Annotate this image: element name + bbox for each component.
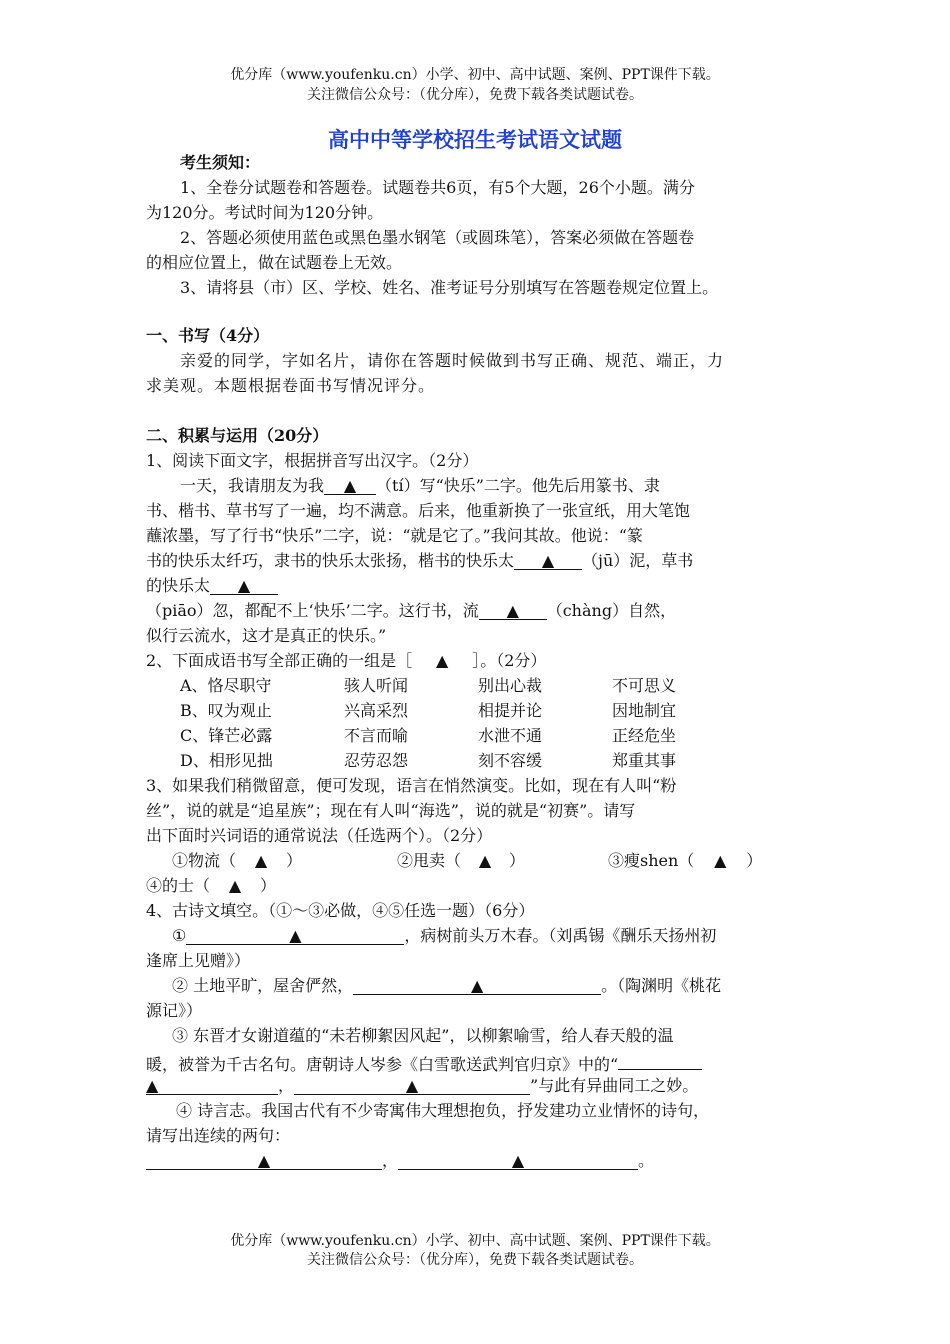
text: 。: [638, 1151, 655, 1170]
text: 的快乐太: [146, 576, 211, 595]
text: ②甩卖（: [397, 851, 462, 870]
answer-blank[interactable]: ▲: [353, 975, 601, 995]
question-line: [146, 575, 278, 597]
question-line: [397, 850, 525, 872]
text: 暖，被誉为千古名句。唐朝诗人岑参《白雪歌送武判官归京》中的“: [146, 1055, 619, 1074]
question-stem: 1、阅读下面文字，根据拼音写出汉字。（2分）: [146, 451, 479, 470]
option-c-2: 不言而喻: [344, 726, 409, 745]
option-b-4: 因地制宜: [612, 701, 677, 720]
notice-paragraph: 1、全卷分试题卷和答题卷。试题卷共6页，有5个大题，26个小题。满分: [180, 178, 695, 197]
text: 书的快乐太纤巧，隶书的快乐太张扬，楷书的快乐太: [146, 551, 515, 570]
text: ，: [278, 1076, 295, 1095]
question-line: 书、楷书、草书写了一遍，均不满意。后来，他重新换了一张宣纸，用大笔饱: [146, 501, 691, 520]
question-line: [146, 1075, 698, 1097]
header-line-2: 关注微信公众号：（优分库），免费下载各类试题试卷。: [307, 87, 643, 103]
page-title: 高中中等学校招生考试语文试题: [328, 127, 622, 152]
section-heading: 二、积累与运用（20分）: [146, 426, 329, 445]
answer-blank[interactable]: ▲: [324, 475, 376, 495]
text: 。（陶渊明《桃花: [601, 976, 722, 995]
notice-heading: 考生须知：: [180, 153, 261, 172]
answer-blank[interactable]: ▲: [436, 651, 449, 670]
text: ）: [509, 851, 526, 870]
notice-paragraph: 为120分。考试时间为120分钟。: [146, 203, 384, 222]
question-stem: [146, 650, 546, 672]
option-row: [180, 700, 676, 722]
answer-blank[interactable]: ▲: [479, 600, 547, 620]
question-line: [146, 550, 693, 572]
text: （jū）泥，草书: [582, 551, 694, 570]
option-row: [180, 750, 676, 772]
question-line: 源记》）: [146, 1001, 203, 1020]
answer-blank[interactable]: ▲: [146, 1150, 382, 1170]
footer-line-1: 优分库（www.youfenku.cn）小学、初中、高中试题、案例、PPT课件下载。: [230, 1233, 720, 1249]
option-a-1: A、恪尽职守: [180, 676, 272, 695]
answer-blank[interactable]: ▲: [254, 851, 268, 870]
text: （piāo）忽，都配不上‘快乐’二字。这行书，流: [146, 601, 479, 620]
section-text: 亲爱的同学，字如名片，请你在答题时候做到书写正确、规范、端正，力: [180, 351, 725, 370]
option-d-2: 忍劳忍怨: [344, 751, 409, 770]
text: ③瘦shen（: [608, 851, 695, 870]
text: ”与此有异曲同工之妙。: [530, 1076, 699, 1095]
question-line: 3、如果我们稍微留意，便可发现，语言在悄然演变。比如，现在有人叫“粉: [146, 776, 677, 795]
answer-blank[interactable]: ▲: [714, 851, 727, 870]
question-line: 逢席上见赠》）: [146, 951, 251, 970]
text: ①物流（: [172, 851, 237, 870]
answer-blank[interactable]: [618, 1050, 702, 1070]
question-line: 蘸浓墨，写了行书“快乐”二字，说：“就是它了。”我问其故。他说：“篆: [146, 526, 643, 545]
text: ①: [172, 926, 187, 945]
option-d-1: D、相形见拙: [180, 751, 273, 770]
answer-blank[interactable]: ▲: [186, 925, 404, 945]
section-heading: 一、书写（4分）: [146, 326, 270, 345]
text: （chàng）自然，: [546, 601, 677, 620]
option-c-4: 正经危坐: [612, 726, 677, 745]
question-line: 请写出连续的两句：: [146, 1126, 291, 1145]
question-line: [146, 600, 676, 622]
text: ）: [260, 876, 277, 895]
option-a-2: 骇人听闻: [344, 676, 409, 695]
question-stem: 4、古诗文填空。（①～③必做，④⑤任选一题）（6分）: [146, 901, 535, 920]
text: （tí）写“快乐”二字。他先后用篆书、隶: [376, 476, 660, 495]
answer-blank[interactable]: ▲: [294, 1075, 530, 1095]
option-b-1: B、叹为观止: [180, 701, 272, 720]
question-line: ③ 东晋才女谢道蕴的“未若柳絮因风起”，以柳絮喻雪，给人春天般的温: [172, 1026, 674, 1045]
text: ，病树前头万木春。（刘禹锡《酬乐天扬州初: [404, 926, 717, 945]
footer-line-2: 关注微信公众号：（优分库），免费下载各类试题试卷。: [307, 1252, 643, 1268]
notice-paragraph: 2、答题必须使用蓝色或黑色墨水钢笔（或圆珠笔），答案必须做在答题卷: [180, 228, 695, 247]
text: ］。（2分）: [472, 651, 547, 670]
answer-blank[interactable]: ▲: [478, 851, 492, 870]
text: ② 土地平旷，屋舍俨然，: [172, 976, 354, 995]
text: ④的士（: [146, 876, 211, 895]
question-line: 丝”，说的就是“追星族”；现在有人叫“海选”，说的就是“初赛”。请写: [146, 801, 636, 820]
question-line: 似行云流水，这才是真正的快乐。”: [146, 626, 387, 645]
section-text: 求美观。本题根据卷面书写情况评分。: [146, 376, 436, 395]
option-a-4: 不可思义: [612, 676, 677, 695]
option-d-3: 刻不容缓: [478, 751, 543, 770]
question-line: [608, 850, 762, 872]
text: ）: [746, 851, 763, 870]
question-line: [172, 850, 302, 872]
answer-blank[interactable]: ▲: [514, 550, 582, 570]
answer-blank[interactable]: ▲: [210, 575, 278, 595]
question-line: ④ 诗言志。我国古代有不少寄寓伟大理想抱负，抒发建功立业情怀的诗句，: [176, 1101, 710, 1120]
answer-blank[interactable]: ▲: [228, 876, 242, 895]
question-line: [172, 925, 716, 947]
question-line: [146, 1150, 654, 1172]
option-b-3: 相提并论: [478, 701, 543, 720]
notice-paragraph: 的相应位置上，做在试题卷上无效。: [146, 253, 403, 272]
text: 2、下面成语书写全部正确的一组是［: [146, 651, 413, 670]
option-b-2: 兴高采烈: [344, 701, 409, 720]
text: 一天，我请朋友为我: [180, 476, 325, 495]
notice-paragraph: 3、请将县（市）区、学校、姓名、准考证号分别填写在答题卷规定位置上。: [180, 278, 719, 297]
question-line: [146, 875, 276, 897]
question-line: [172, 975, 721, 997]
answer-blank[interactable]: ▲: [146, 1075, 278, 1095]
option-d-4: 郑重其事: [612, 751, 677, 770]
question-line: [180, 475, 660, 497]
option-a-3: 别出心裁: [478, 676, 543, 695]
option-c-3: 水泄不通: [478, 726, 543, 745]
text: ）: [286, 851, 303, 870]
question-line: [146, 1050, 702, 1076]
option-c-1: C、锋芒必露: [180, 726, 273, 745]
text: ，: [382, 1151, 399, 1170]
answer-blank[interactable]: ▲: [398, 1150, 638, 1170]
option-row: [180, 725, 676, 747]
question-line: 出下面时兴词语的通常说法（任选两个）。（2分）: [146, 826, 493, 845]
option-row: [180, 675, 676, 697]
header-line-1: 优分库（www.youfenku.cn）小学、初中、高中试题、案例、PPT课件下载。: [230, 67, 720, 83]
